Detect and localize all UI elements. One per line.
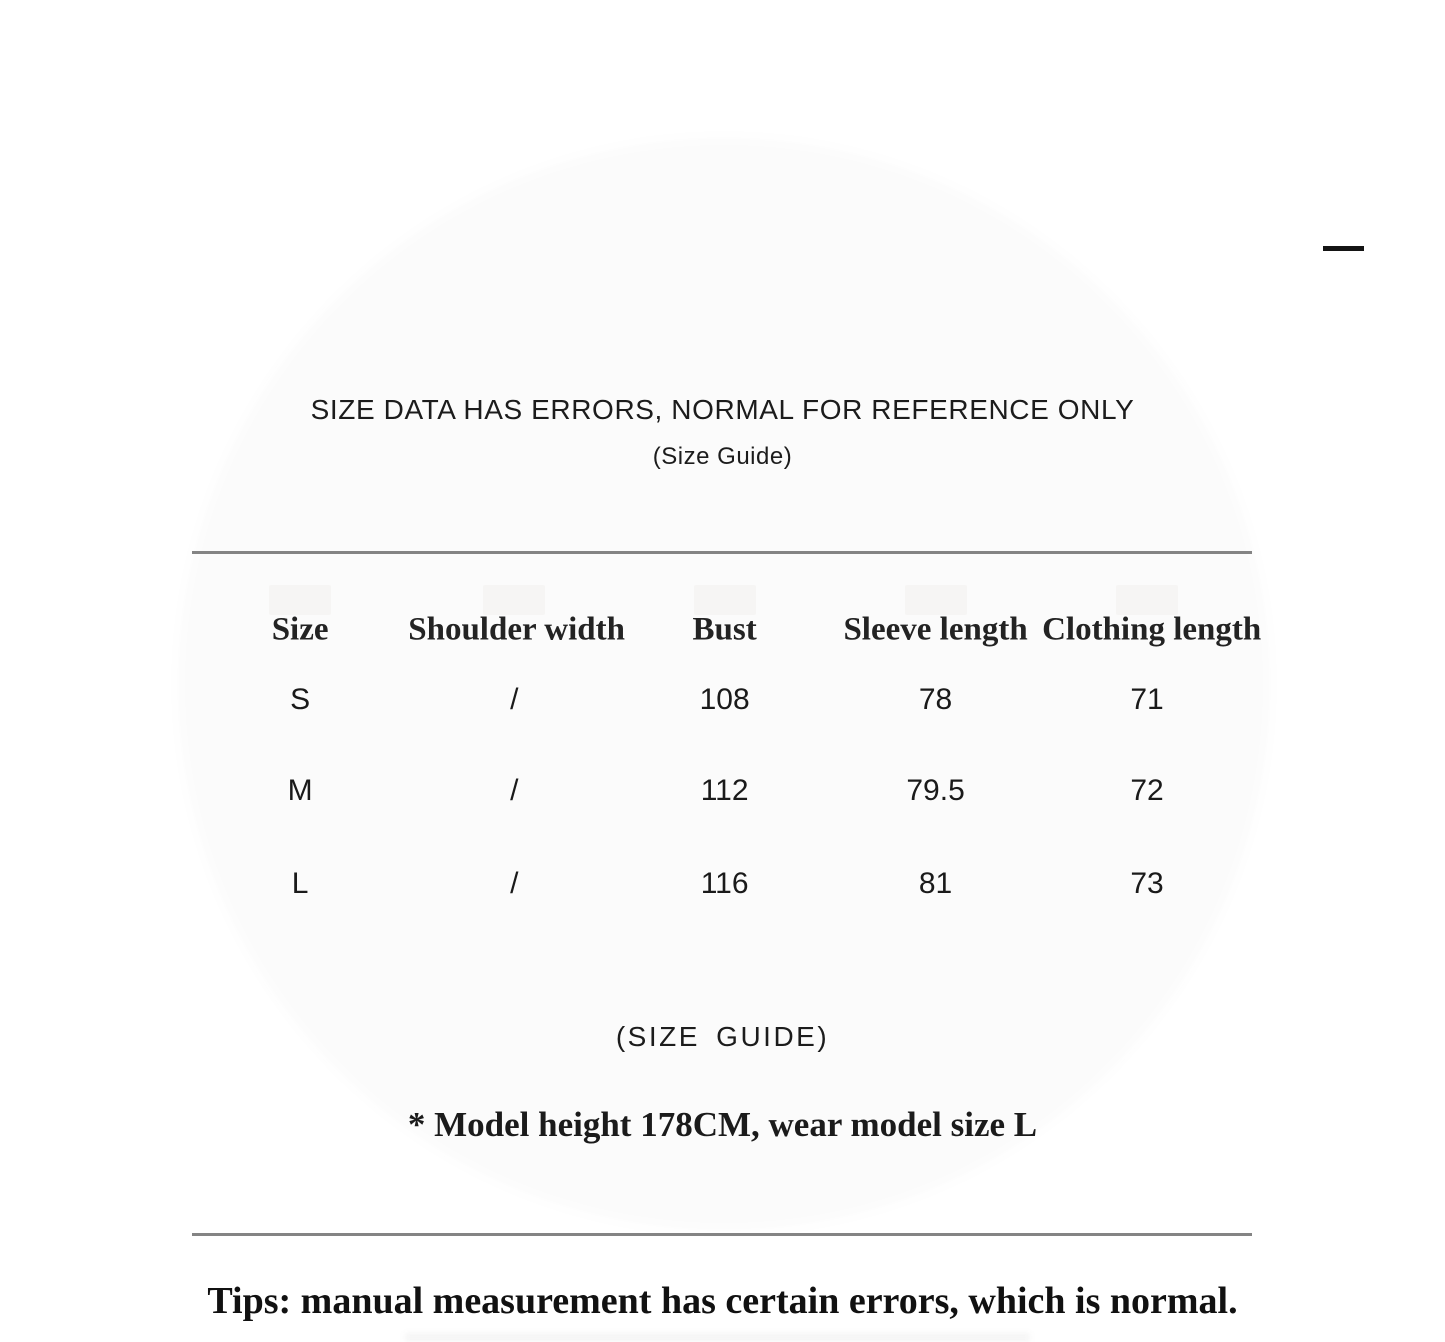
model-height-note: * Model height 178CM, wear model size L [407, 1105, 1038, 1144]
cell-shoulder-width: / [510, 683, 519, 716]
column-header-shoulder-width: Shoulder width [408, 611, 625, 648]
header-highlight [620, 585, 829, 615]
background-artifact [100, 214, 333, 276]
table-row-s [192, 683, 1252, 717]
dash-icon [1323, 246, 1364, 251]
divider-top [192, 551, 1252, 554]
size-guide-label: (SIZE GUIDE) [615, 1021, 830, 1052]
cell-bust: 116 [700, 867, 749, 900]
cell-sleeve-length: 78 [918, 683, 953, 716]
column-header-size: Size [271, 611, 329, 648]
page-subtitle: (Size Guide) [652, 443, 793, 470]
header-highlight [829, 585, 1042, 615]
cell-sleeve-length: 81 [918, 867, 953, 900]
cell-shoulder-width: / [510, 867, 519, 900]
column-header-sleeve-length: Sleeve length [843, 611, 1028, 648]
cell-shoulder-width: / [510, 774, 519, 807]
divider-bottom [192, 1233, 1252, 1236]
cell-clothing-length: 71 [1130, 683, 1164, 716]
column-header-clothing-length: Clothing length [1042, 611, 1262, 648]
cell-clothing-length: 72 [1130, 774, 1164, 807]
tips-note: Tips: manual measurement has certain errors, which is normal. [207, 1280, 1238, 1322]
cell-bust: 108 [699, 683, 750, 716]
cell-size: M [287, 774, 313, 807]
header-highlight [192, 585, 408, 615]
cell-clothing-length: 73 [1130, 867, 1164, 900]
header-highlight [1042, 585, 1252, 615]
header-highlight-row [192, 585, 1252, 615]
table-row-l [192, 867, 1252, 901]
cell-size: S [290, 683, 311, 716]
cell-bust: 112 [700, 774, 749, 807]
cell-sleeve-length: 79.5 [906, 774, 965, 807]
page-title: SIZE DATA HAS ERRORS, NORMAL FOR REFERENCE ONLY [310, 394, 1135, 425]
cutoff-content-artifact [405, 1333, 1030, 1342]
column-header-bust: Bust [692, 611, 757, 648]
header-highlight [408, 585, 620, 615]
cell-size: L [291, 867, 309, 900]
table-header-row [192, 611, 1262, 649]
table-row-m [192, 774, 1252, 808]
